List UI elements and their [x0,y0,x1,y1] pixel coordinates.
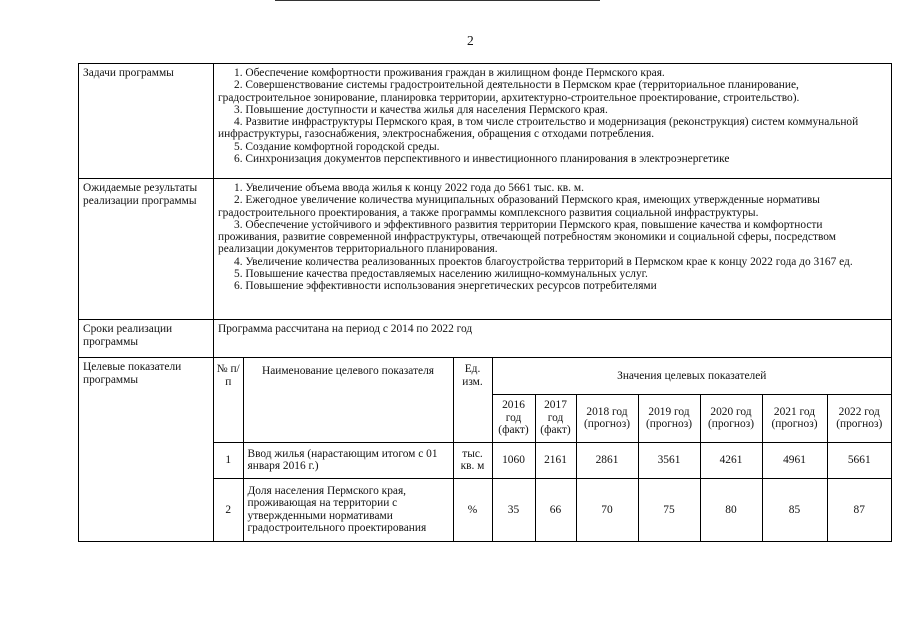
tasks-label: Задачи программы [79,64,214,179]
value-cell: 35 [492,478,535,541]
targets-cell [214,358,892,542]
page-number: 2 [467,33,474,48]
task-item: 6. Синхронизация документов перспективного и инвестиционного планирования в электроэнергетике [234,153,730,166]
value-cell: 80 [700,478,762,541]
period-row [79,320,892,358]
table-row [214,442,891,478]
result-item: 5. Повышение качества предоставляемых населению жилищно-коммунальных услуг. [234,268,648,281]
year-header: 2020 год (прогноз) [700,394,762,442]
targets-table [214,358,891,541]
task-item: 2. Совершенствование системы градостроительной деятельности в Пермском крае (территориальное планирование, градостроительное зонирование, планировка территории, архитектурно-строительное проектирование, строительство). [218,79,800,104]
row-number: 1 [214,442,243,478]
result-item: 4. Увеличение количества реализованных проектов благоустройства территорий в Пермском крае к концу 2022 года до 3167 ед. [234,255,853,268]
results-label: Ожидаемые результаты реализации программы [79,179,214,320]
program-passport-table [78,63,892,542]
top-rule [275,0,600,1]
tasks-text [214,64,892,179]
task-item: 4. Развитие инфраструктуры Пермского края, в том числе строительство и модернизация (реконструкция) систем коммунальной инфраструктуры, газоснабжения, электроснабжения, обращения с отходами потребления. [218,116,859,141]
result-item: 2. Ежегодное увеличение количества муниципальных образований Пермского края, имеющих утвержденные нормативы градостроительного проектирования, а также программы комплексного развития социальной инфраструктуры. [218,194,820,219]
value-cell: 4961 [762,442,827,478]
indicator-name: Ввод жилья (нарастающим итогом с 01 января 2016 г.) [243,442,453,478]
year-header: 2021 год (прогноз) [762,394,827,442]
result-item: 1. Увеличение объема ввода жилья к концу 2022 года до 5661 тыс. кв. м. [234,182,584,194]
year-header: 2019 год (прогноз) [638,394,700,442]
result-item: 6. Повышение эффективности использования энергетических ресурсов потребителями [234,280,657,293]
task-item: 5. Создание комфортной городской среды. [234,140,440,153]
results-row [79,179,892,320]
year-header: 2018 год (прогноз) [576,394,638,442]
value-cell: 2161 [535,442,576,478]
indicator-name: Доля населения Пермского края, проживающая на территории с утвержденными нормативами градостроительного проектирования [243,478,453,541]
targets-label: Целевые показатели программы [79,358,214,542]
value-cell: 5661 [827,442,891,478]
year-header: 2022 год (прогноз) [827,394,891,442]
value-cell: 66 [535,478,576,541]
header-values: Значения целевых показателей [492,358,891,394]
header-unit: Ед. изм. [453,358,492,442]
period-text: Программа рассчитана на период с 2014 по 2022 год [214,320,892,358]
header-number: № п/п [214,358,243,442]
task-item: 3. Повышение доступности и качества жилья для населения Пермского края. [234,103,608,116]
value-cell: 70 [576,478,638,541]
header-indicator-name: Наименование целевого показателя [243,358,453,442]
value-cell: 3561 [638,442,700,478]
row-number: 2 [214,478,243,541]
value-cell: 75 [638,478,700,541]
value-cell: 87 [827,478,891,541]
targets-row [79,358,892,542]
indicator-unit: тыс. кв. м [453,442,492,478]
table-row [214,478,891,541]
year-header: 2017 год (факт) [535,394,576,442]
value-cell: 4261 [700,442,762,478]
results-text [214,179,892,320]
value-cell: 85 [762,478,827,541]
indicator-unit: % [453,478,492,541]
result-item: 3. Обеспечение устойчивого и эффективного развития территории Пермского края, повышение качества и комфортности проживания, развитие современной инфраструктуры, отвечающей потребностям экономики и социальной сферы, посредством реализации документов территориального планирования. [218,218,836,256]
value-cell: 1060 [492,442,535,478]
value-cell: 2861 [576,442,638,478]
period-label: Сроки реализации программы [79,320,214,358]
tasks-row [79,64,892,179]
year-header: 2016 год (факт) [492,394,535,442]
task-item: 1. Обеспечение комфортности проживания граждан в жилищном фонде Пермского края. [234,67,665,79]
